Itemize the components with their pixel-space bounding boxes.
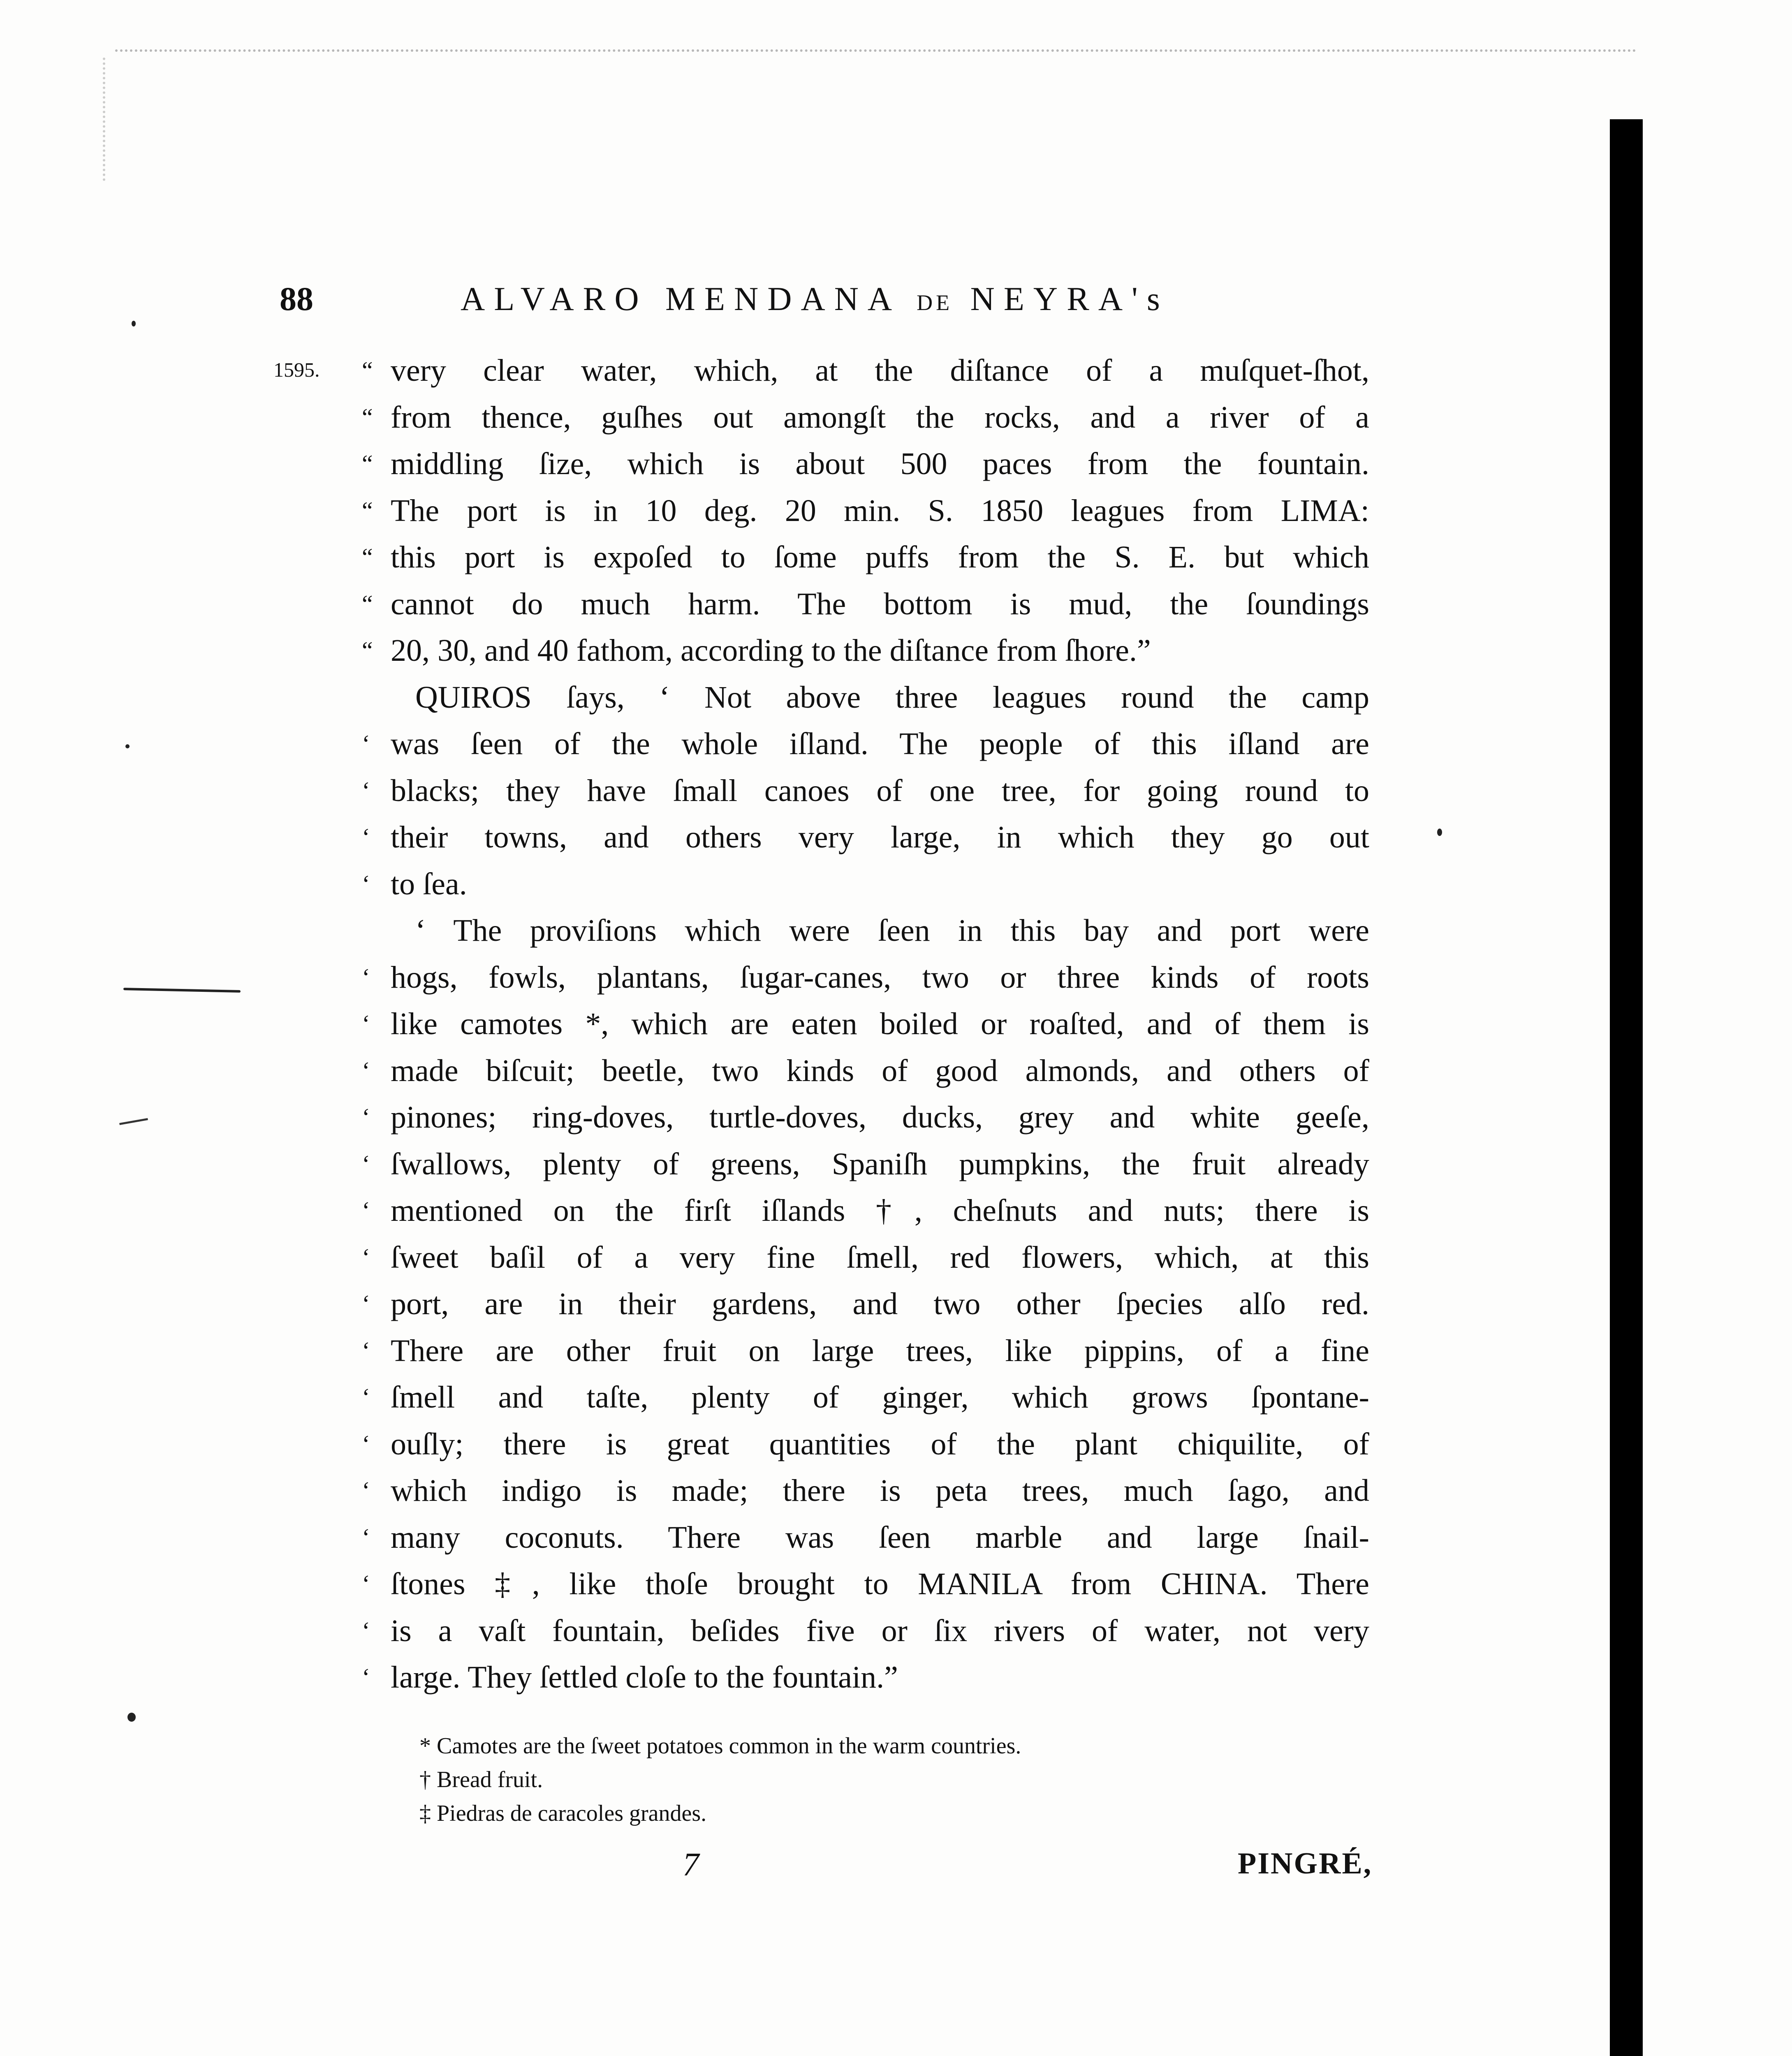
text-line	[362, 1514, 1369, 1561]
margin-scratch-mark	[123, 988, 241, 993]
quote-mark: ‘	[362, 1617, 370, 1644]
text-line	[362, 581, 1369, 628]
ink-speck	[1437, 829, 1442, 836]
line-text: ‘ The proviſions which were ſeen in this bay and port were	[415, 913, 1369, 948]
quote-mark: ‘	[362, 1290, 370, 1317]
text-line	[362, 1468, 1369, 1514]
page-edge-top	[115, 49, 1637, 56]
text-line	[362, 534, 1369, 581]
text-line	[391, 908, 1369, 954]
text-line	[362, 394, 1369, 441]
catchword: PINGRÉ,	[1238, 1847, 1373, 1880]
line-text: QUIROS ſays, ‘ Not above three leagues round the camp	[415, 680, 1369, 715]
quote-mark: ‘	[362, 1570, 370, 1598]
running-title	[461, 280, 1169, 318]
line-text: port, are in their gardens, and two other ſpecies alſo red.	[391, 1287, 1369, 1321]
line-text: cannot do much harm. The bottom is mud, the ſoundings	[391, 586, 1369, 621]
quote-mark: ‘	[362, 824, 370, 851]
quote-mark: “	[362, 403, 373, 431]
page-edge-left	[103, 58, 109, 181]
quote-mark: ‘	[362, 963, 370, 991]
body-text	[362, 347, 1369, 1701]
line-text: many coconuts. There was ſeen marble and large ſnail-	[391, 1520, 1369, 1555]
text-line	[362, 1421, 1369, 1468]
quote-mark: ‘	[362, 1477, 370, 1504]
text-line	[362, 1234, 1369, 1281]
line-text: hogs, fowls, plantans, ſugar-canes, two or three kinds of roots	[391, 960, 1369, 995]
margin-scratch-mark-small	[119, 1118, 148, 1125]
quote-mark: “	[362, 590, 373, 618]
quote-mark: ‘	[362, 870, 370, 898]
quote-mark: ‘	[362, 777, 370, 804]
line-text: which indigo is made; there is peta trees, much ſago, and	[391, 1473, 1369, 1508]
footnotes	[419, 1729, 1406, 1830]
line-text: made biſcuit; beetle, two kinds of good almonds, and others of	[391, 1053, 1369, 1088]
line-text: is a vaſt fountain, beſides five or ſix rivers of water, not very	[391, 1613, 1369, 1648]
text-line	[362, 954, 1369, 1001]
text-line	[362, 1141, 1369, 1188]
text-line	[362, 1561, 1369, 1608]
line-text: There are other fruit on large trees, like pippins, of a fine	[391, 1333, 1369, 1368]
quote-mark: ‘	[362, 1523, 370, 1551]
line-text: blacks; they have ſmall canoes of one tree, for going round to	[391, 773, 1369, 808]
line-text: ſmell and taſte, plenty of ginger, which grows ſpontane-	[391, 1380, 1369, 1415]
line-text: to ſea.	[391, 866, 467, 901]
text-line	[362, 768, 1369, 815]
quote-mark: ‘	[362, 1057, 370, 1084]
quote-mark: ‘	[362, 1243, 370, 1271]
line-text: middling ſize, which is about 500 paces from the fountain.	[391, 447, 1369, 481]
quote-mark: “	[362, 637, 373, 664]
text-line	[362, 347, 1369, 394]
running-title-main: ALVARO MENDANA	[461, 280, 899, 317]
line-text: ſweet baſil of a very fine ſmell, red flowers, which, at this	[391, 1240, 1369, 1275]
text-line	[362, 627, 1369, 674]
text-line	[391, 674, 1369, 721]
text-line	[362, 1374, 1369, 1421]
running-header	[280, 280, 1645, 329]
text-line	[362, 1001, 1369, 1048]
text-line	[362, 1328, 1369, 1375]
text-line	[362, 1281, 1369, 1328]
text-line	[362, 861, 1369, 908]
quote-mark: “	[362, 357, 373, 384]
footnote-camotes: * Camotes are the ſweet potatoes common in the warm countries.	[419, 1733, 1021, 1759]
quote-mark: ‘	[362, 1150, 370, 1178]
text-line	[362, 1608, 1369, 1655]
quote-mark: ‘	[362, 1010, 370, 1037]
quote-mark: ‘	[362, 1430, 370, 1458]
text-line	[362, 488, 1369, 535]
text-line	[362, 721, 1369, 768]
running-title-de: DE	[917, 290, 953, 315]
margin-year: 1595.	[273, 358, 320, 381]
line-text: this port is expoſed to ſome puffs from the S. E. but which	[391, 540, 1369, 574]
ink-speck	[125, 744, 130, 748]
quote-mark: ‘	[362, 1384, 370, 1411]
quote-mark: ‘	[362, 1664, 370, 1691]
page-number: 88	[280, 280, 313, 317]
quote-mark: “	[362, 497, 373, 524]
quote-mark: “	[362, 450, 373, 477]
line-text: their towns, and others very large, in which they go out	[391, 820, 1369, 854]
text-line	[362, 441, 1369, 488]
text-line	[362, 1654, 1369, 1701]
text-line	[362, 1094, 1369, 1141]
line-text: ſwallows, plenty of greens, Spaniſh pumpkins, the fruit already	[391, 1146, 1369, 1181]
running-title-end: NEYRA's	[970, 280, 1169, 317]
line-text: The port is in 10 deg. 20 min. S. 1850 leagues from LIMA:	[391, 493, 1369, 528]
quote-mark: ‘	[362, 1337, 370, 1364]
ink-speck	[132, 321, 136, 326]
text-line	[362, 1188, 1369, 1234]
footnote-piedras: ‡ Piedras de caracoles grandes.	[419, 1801, 707, 1826]
line-text: ſtones ‡, like thoſe brought to MANILA from CHINA. There	[391, 1567, 1369, 1601]
quote-mark: ‘	[362, 1104, 370, 1131]
line-text: ouſly; there is great quantities of the plant chiquilite, of	[391, 1426, 1369, 1461]
text-line	[362, 1048, 1369, 1095]
signature-mark: 7	[683, 1847, 699, 1883]
line-text: large. They ſettled cloſe to the fountain.”	[391, 1660, 898, 1695]
line-text: mentioned on the firſt iſlands †, cheſnuts and nuts; there is	[391, 1193, 1369, 1228]
text-line	[362, 814, 1369, 861]
footnote-bread-fruit: † Bread fruit.	[419, 1767, 543, 1792]
quote-mark: ‘	[362, 1197, 370, 1224]
line-text: like camotes *, which are eaten boiled or roaſted, and of them is	[391, 1007, 1369, 1041]
quote-mark: ‘	[362, 730, 370, 757]
binding-shadow-bar	[1610, 119, 1643, 2056]
ink-speck	[127, 1713, 136, 1722]
quote-mark: “	[362, 544, 373, 571]
line-text: from thence, guſhes out amongſt the rocks, and a river of a	[391, 400, 1369, 435]
line-text: pinones; ring-doves, turtle-doves, ducks, grey and white geeſe,	[391, 1100, 1369, 1135]
line-text: 20, 30, and 40 fathom, according to the diſtance from ſhore.”	[391, 633, 1151, 668]
line-text: very clear water, which, at the diſtance of a muſquet-ſhot,	[391, 353, 1369, 388]
line-text: was ſeen of the whole iſland. The people of this iſland are	[391, 727, 1369, 761]
